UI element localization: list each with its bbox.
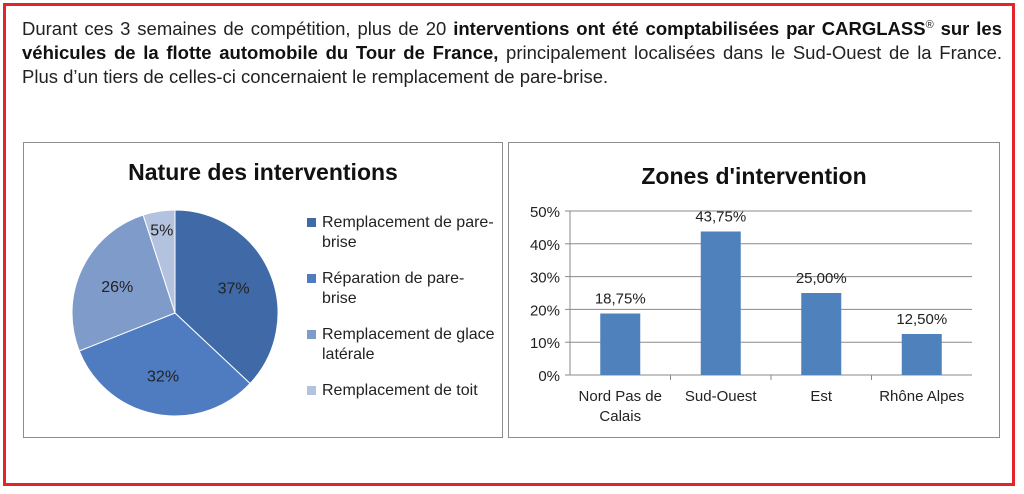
- pie-slice-label: 37%: [217, 280, 250, 298]
- bar-chart-title: Zones d'intervention: [641, 163, 867, 189]
- registered-mark: ®: [925, 19, 934, 31]
- y-tick-label: 10%: [529, 335, 560, 353]
- legend-swatch: [307, 330, 316, 339]
- bar-value-label: 43,75%: [695, 208, 747, 226]
- legend-item: [307, 381, 497, 401]
- x-tick-label: Rhône Alpes: [879, 388, 965, 405]
- pie-slice-label: 32%: [147, 368, 180, 386]
- intro-text-start: Durant ces 3 semaines de compétition, plus de 20: [22, 18, 454, 40]
- intro-paragraph: [22, 13, 1002, 89]
- legend-swatch: [307, 386, 316, 395]
- intro-bold-1: interventions ont été comptabilisées par CARGLASS: [453, 18, 926, 40]
- legend-swatch: [307, 274, 316, 283]
- y-tick-label: 50%: [529, 204, 560, 221]
- legend-label: Remplacement de glace latérale: [322, 326, 495, 363]
- y-tick-label: 0%: [538, 368, 560, 385]
- pie-chart-title: Nature des interventions: [128, 159, 398, 185]
- bar-chart: [509, 143, 999, 437]
- pie-slice-label: 26%: [101, 278, 134, 296]
- y-tick-label: 20%: [529, 302, 560, 320]
- bar-chart-panel: [508, 142, 1000, 438]
- x-tick-label: Est: [810, 388, 833, 405]
- bar-value-label: 18,75%: [594, 290, 646, 308]
- legend-label: Remplacement de pare-brise: [322, 214, 494, 251]
- bar: [902, 334, 942, 375]
- legend-label: Remplacement de toit: [322, 382, 478, 399]
- x-tick-label: Nord Pas de Calais: [578, 388, 662, 425]
- legend-item: [307, 269, 497, 309]
- legend-label: Réparation de pare-brise: [322, 270, 465, 307]
- bar-value-label: 25,00%: [795, 270, 847, 287]
- bar-value-label: 12,50%: [896, 311, 948, 328]
- y-tick-label: 30%: [529, 269, 560, 287]
- bar: [801, 293, 841, 375]
- intro-bold-2: sur les véhicules de la flotte automobile du Tour de France,: [22, 18, 1002, 64]
- legend-item: [307, 213, 497, 253]
- pie-chart-panel: [23, 142, 503, 438]
- pie-slice-label: 5%: [150, 222, 174, 240]
- pie-legend: [307, 213, 497, 417]
- bar: [600, 314, 640, 376]
- legend-swatch: [307, 218, 316, 227]
- intro-text-end: principalement localisées dans le Sud-Ouest de la France. Plus d’un tiers de celles-ci concernaient le remplacement de pare-brise.: [22, 42, 1002, 88]
- y-tick-label: 40%: [529, 236, 560, 254]
- x-tick-label: Sud-Ouest: [684, 388, 757, 405]
- legend-item: [307, 325, 497, 365]
- bar: [701, 232, 741, 376]
